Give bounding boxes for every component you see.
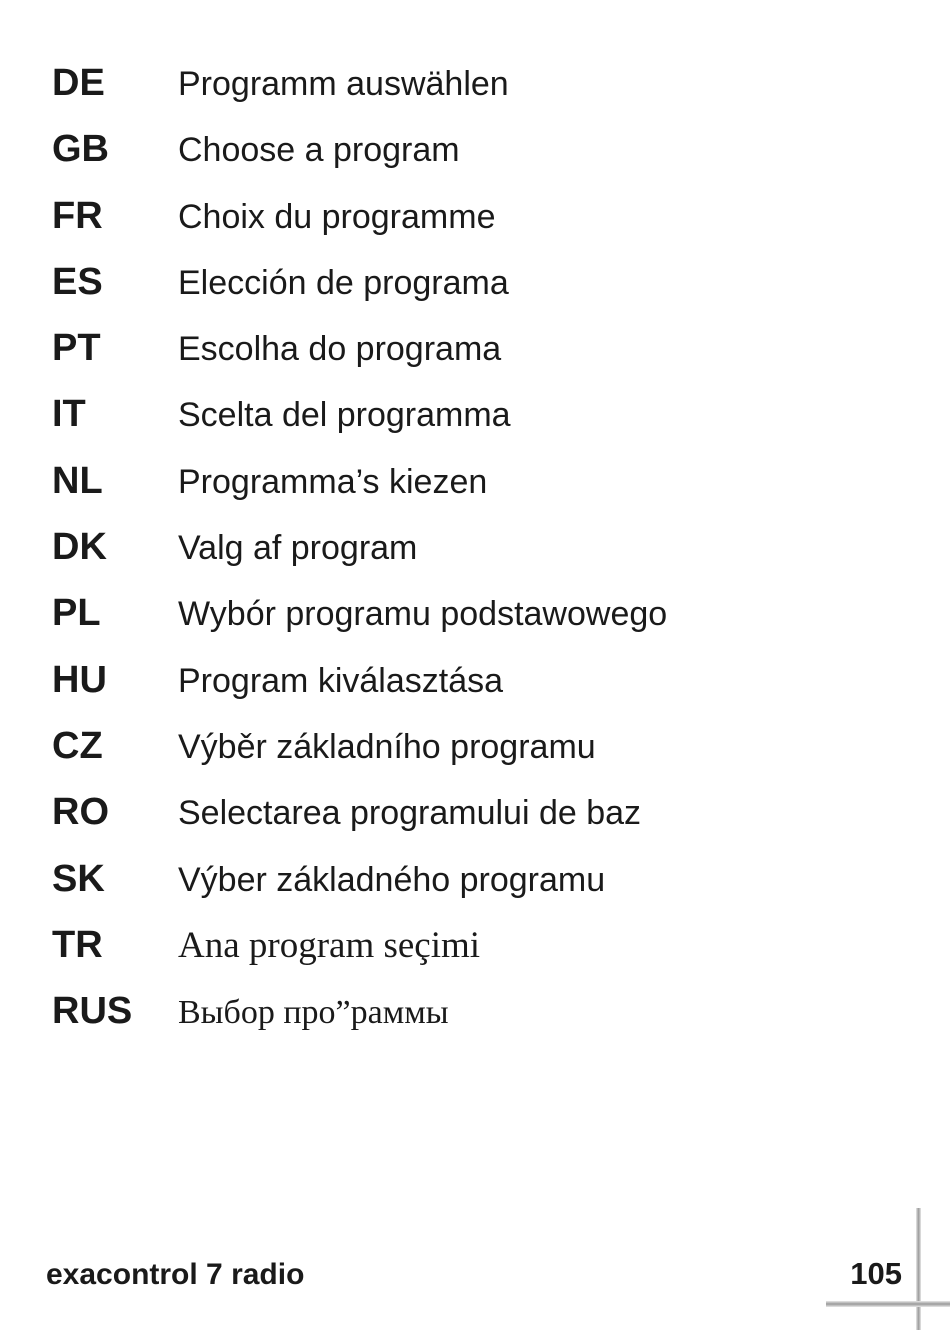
language-text: Scelta del programma [178, 396, 511, 435]
language-text: Programm auswählen [178, 65, 509, 103]
language-row-cz [52, 725, 912, 791]
language-row-hu [52, 659, 912, 725]
language-text: Escolha do programa [178, 330, 502, 369]
language-code: HU [52, 658, 107, 701]
language-code: TR [52, 923, 103, 966]
language-code: RUS [52, 990, 133, 1033]
language-text: Ana program seçimi [178, 924, 481, 966]
crop-mark-vertical [916, 1208, 921, 1330]
language-row-de [52, 62, 912, 128]
language-code: DK [52, 526, 107, 569]
language-text: Programma’s kiezen [178, 462, 488, 501]
language-row-sk [52, 858, 912, 924]
language-row-ro [52, 791, 912, 857]
language-row-pt [52, 327, 912, 393]
language-text: Výber základného programu [178, 860, 606, 899]
language-code: PT [52, 327, 101, 370]
language-list [52, 62, 912, 1056]
language-text: Wybór programu podstawowego [178, 595, 668, 634]
language-row-es [52, 261, 912, 327]
crop-mark-horizontal [826, 1301, 950, 1307]
language-row-pl [52, 592, 912, 658]
language-code: RO [52, 791, 109, 834]
language-code: IT [52, 393, 86, 436]
language-code: DE [52, 62, 105, 104]
language-row-dk [52, 526, 912, 592]
language-text: Valg af program [178, 529, 418, 568]
language-row-nl [52, 460, 912, 526]
language-code: ES [52, 260, 103, 303]
language-row-fr [52, 195, 912, 261]
language-text: Choose a program [178, 131, 460, 170]
language-row-it [52, 393, 912, 459]
language-code: NL [52, 459, 103, 502]
page-number: 105 [850, 1256, 902, 1291]
language-code: GB [52, 128, 109, 171]
footer-product-name: exacontrol 7 radio [46, 1258, 305, 1291]
language-code: PL [52, 592, 101, 635]
language-code: SK [52, 857, 105, 900]
language-row-tr [52, 924, 912, 990]
language-code: CZ [52, 724, 103, 767]
language-text: Selectarea programului de baz [178, 794, 642, 833]
language-text: Výběr základního programu [178, 727, 596, 766]
language-text: Выбор про”раммы [178, 994, 449, 1032]
language-text: Choix du programme [178, 197, 496, 236]
language-text: Program kiválasztása [178, 661, 504, 700]
language-row-rus [52, 990, 912, 1056]
language-code: FR [52, 194, 103, 237]
language-row-gb [52, 128, 912, 194]
language-text: Elección de programa [178, 263, 509, 302]
